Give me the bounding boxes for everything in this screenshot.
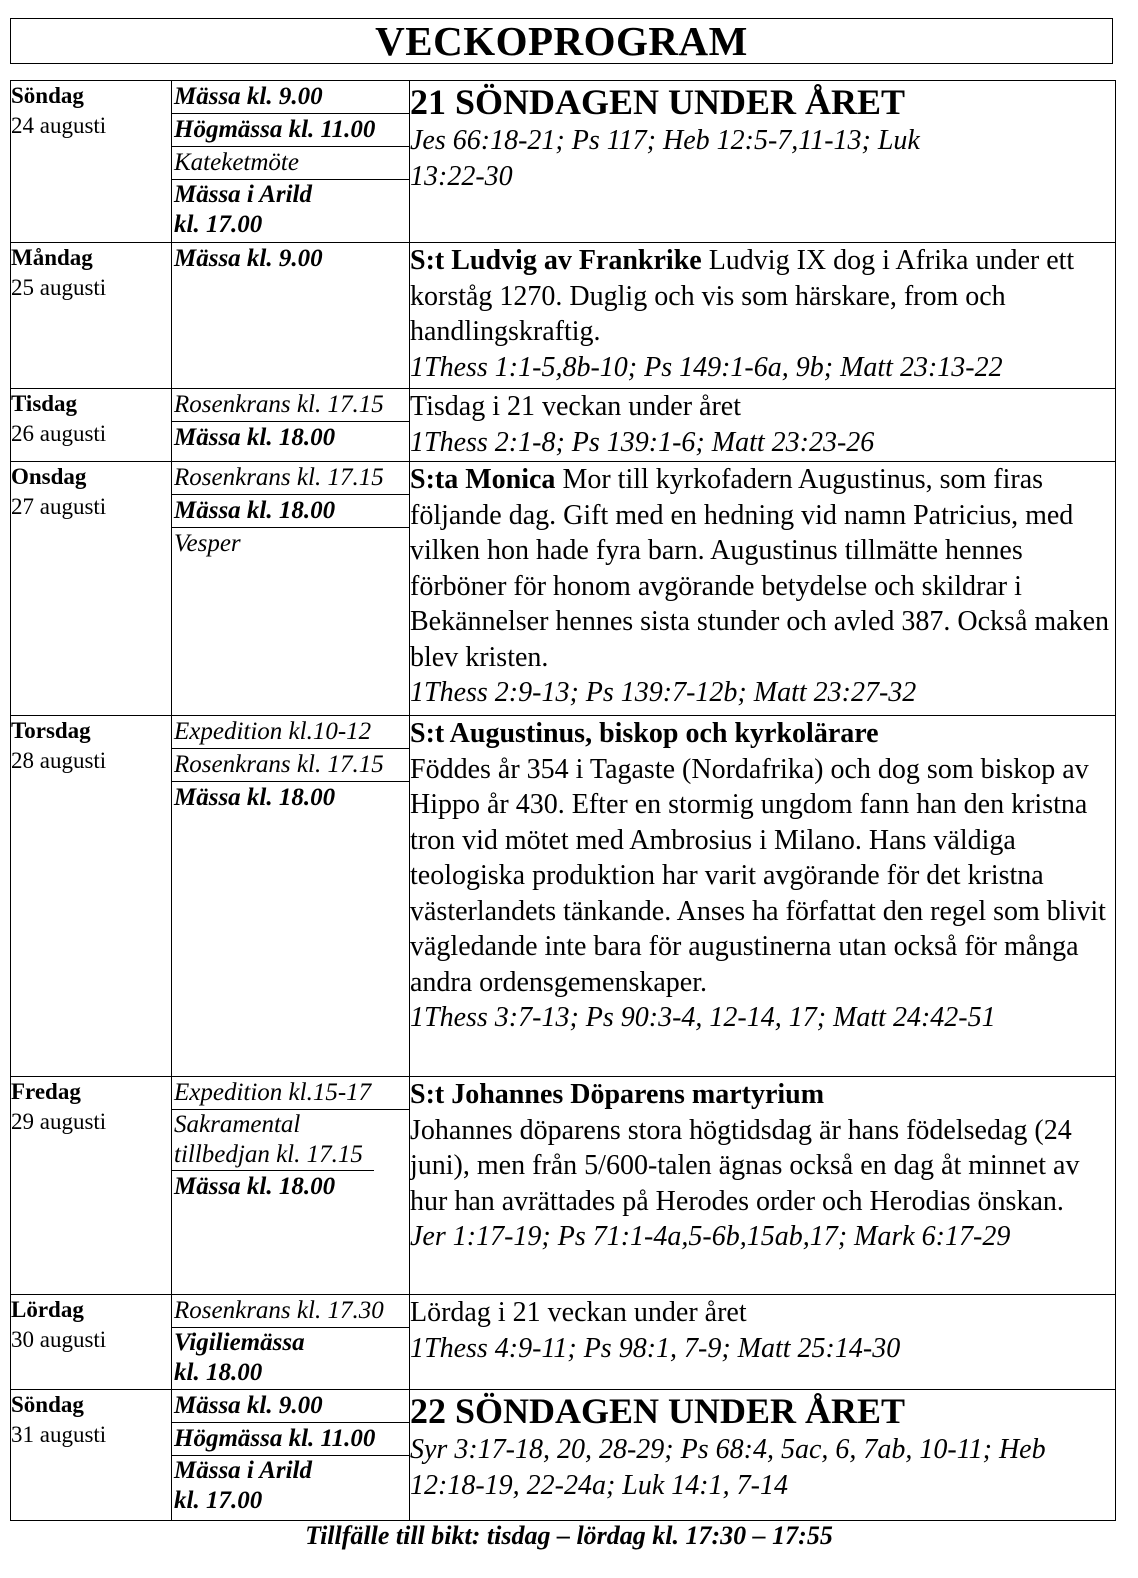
event-item: Mässa kl. 18.00 [174,424,336,451]
events-cell [172,1077,410,1295]
week-schedule-table [10,80,1116,1521]
day-date: 29 augusti [11,1109,107,1134]
readings: 1Thess 1:1-5,8b-10; Ps 149:1-6a, 9b; Matt 23:13-22 [410,351,1003,383]
readings: 1Thess 2:1-8; Ps 139:1-6; Matt 23:23-26 [410,426,875,458]
day-date: 31 augusti [11,1422,107,1447]
event-item: Högmässa kl. 11.00 [172,1423,409,1456]
readings: 1Thess 4:9-11; Ps 98:1, 7-9; Matt 25:14-30 [410,1332,901,1364]
day-cell [11,389,172,462]
event-item: Högmässa kl. 11.00 [172,114,409,147]
events-cell [172,1390,410,1521]
liturgy-cell [410,389,1116,462]
description-text: Ludvig IX dog i Afrika under ett korståg 1270. Duglig och vis som härskare, from och handlingskraftig. [410,245,1075,347]
description-text: Mor till kyrkofadern Augustinus, som firas följande dag. Gift med en hedning vid namn Patricius, med vilken hon hade fyra barn. Augustinus tillmätte hennes förböner för honom avgörande betydelse och skildrar i Bekännelser hennes sista stunder och avled 387. Också maken blev kristen. [410,464,1110,673]
readings: 1Thess 2:9-13; Ps 139:7-12b; Matt 23:27-32 [410,677,917,708]
day-row-sunday-24 [11,81,1116,243]
liturgy-cell [410,1077,1116,1295]
event-item: Mässa kl. 18.00 [172,495,409,528]
day-date: 24 augusti [11,113,107,138]
day-row-monday-25 [11,243,1116,389]
liturgy-cell [410,462,1116,716]
event-item: Kateketmöte [172,147,409,180]
event-item: Vigiliemässa kl. 18.00 [174,1329,305,1386]
day-cell [11,716,172,1077]
events-cell [172,389,410,462]
day-row-sunday-31 [11,1390,1116,1521]
event-item: Rosenkrans kl. 17.15 [172,749,409,782]
day-cell [11,1295,172,1390]
day-cell [11,243,172,389]
day-row-friday-29 [11,1077,1116,1295]
day-row-saturday-30 [11,1295,1116,1390]
page-title: VECKOPROGRAM [10,18,1113,64]
event-item: Rosenkrans kl. 17.30 [172,1295,409,1328]
day-date: 26 augusti [11,421,107,446]
event-item: Mässa kl. 9.00 [172,1390,409,1423]
day-date: 28 augusti [11,748,107,773]
saint-name: S:t Ludvig av Frankrike [410,245,702,276]
liturgy-cell [410,1390,1116,1521]
liturgy-cell [410,243,1116,389]
event-item: Vesper [174,530,241,557]
events-cell [172,716,410,1077]
day-name: Tisdag [11,391,78,416]
liturgy-cell [410,716,1116,1077]
day-cell [11,1390,172,1521]
saint-name: S:ta Monica [410,464,556,495]
description-text: Johannes döparens stora högtidsdag är hans födelsedag (24 juni), men från 5/600-talen ägnas också en dag åt minnet av hur han avrättades på Herodes order och Herodias önskan. [410,1114,1080,1217]
day-row-tuesday-26 [11,389,1116,462]
event-item: Mässa i Arild kl. 17.00 [174,181,313,238]
event-item: Mässa kl. 9.00 [172,81,409,114]
day-cell [11,1077,172,1295]
day-row-wednesday-27 [11,462,1116,716]
day-name: Torsdag [11,718,91,743]
day-date: 25 augusti [11,275,107,300]
liturgy-cell [410,81,1116,243]
event-item: Expedition kl.10-12 [172,716,409,749]
liturgy-cell [410,1295,1116,1390]
description-text: Föddes år 354 i Tagaste (Nordafrika) och dog som biskop av Hippo år 430. Efter en stormig ungdom fann han den kristna tron vid mötet med Ambrosius i Milano. Hans väldiga teologiska produktion har varit avgörande för det kristna västerlandets tänkande. Anses ha författat den regel som blivit vägledande inte bara för augustinerna utan också för många andra ordensgemenskaper. [410,753,1106,998]
day-name: Söndag [11,1392,84,1417]
event-item: Mässa kl. 18.00 [174,1173,336,1200]
day-date: 30 augusti [11,1327,107,1352]
day-name: Söndag [11,83,84,108]
readings: Jer 1:17-19; Ps 71:1-4a,5-6b,15ab,17; Mark 6:17-29 [410,1221,1011,1252]
events-cell [172,1295,410,1390]
event-item: Expedition kl.15-17 [172,1077,409,1110]
event-item: Mässa kl. 18.00 [174,784,336,811]
event-item: Mässa i Arild kl. 17.00 [174,1457,313,1514]
events-cell [172,243,410,389]
day-cell [11,462,172,716]
events-cell [172,462,410,716]
description [410,243,1115,350]
day-name: Onsdag [11,464,87,489]
day-name: Måndag [11,245,93,270]
event-item: Rosenkrans kl. 17.15 [172,389,409,422]
readings: Syr 3:17-18, 20, 28-29; Ps 68:4, 5ac, 6, 7ab, 10-11; Heb 12:18-19, 22-24a; Luk 14:1, 7-14 [410,1434,1046,1501]
feast-heading: 22 SÖNDAGEN UNDER ÅRET [410,1391,906,1431]
day-row-thursday-28 [11,716,1116,1077]
description-text: Lördag i 21 veckan under året [410,1297,747,1328]
saint-name: S:t Augustinus, biskop och kyrkolärare [410,718,879,749]
event-item: Sakramental tillbedjan kl. 17.15 [172,1110,374,1171]
readings: 1Thess 3:7-13; Ps 90:3-4, 12-14, 17; Matt 24:42-51 [410,1002,996,1033]
day-date: 27 augusti [11,494,107,519]
events-cell [172,81,410,243]
day-cell [11,81,172,243]
event-item: Mässa kl. 9.00 [174,245,323,272]
description-text: Tisdag i 21 veckan under året [410,391,741,422]
confession-times-note: Tillfälle till bikt: tisdag – lördag kl. 17:30 – 17:55 [305,1521,833,1550]
feast-heading: 21 SÖNDAGEN UNDER ÅRET [410,82,906,122]
event-item: Rosenkrans kl. 17.15 [172,462,409,495]
day-name: Lördag [11,1297,84,1322]
description [410,462,1115,675]
readings: Jes 66:18-21; Ps 117; Heb 12:5-7,11-13; Luk 13:22-30 [410,125,920,192]
saint-name: S:t Johannes Döparens martyrium [410,1079,825,1110]
day-name: Fredag [11,1079,81,1104]
